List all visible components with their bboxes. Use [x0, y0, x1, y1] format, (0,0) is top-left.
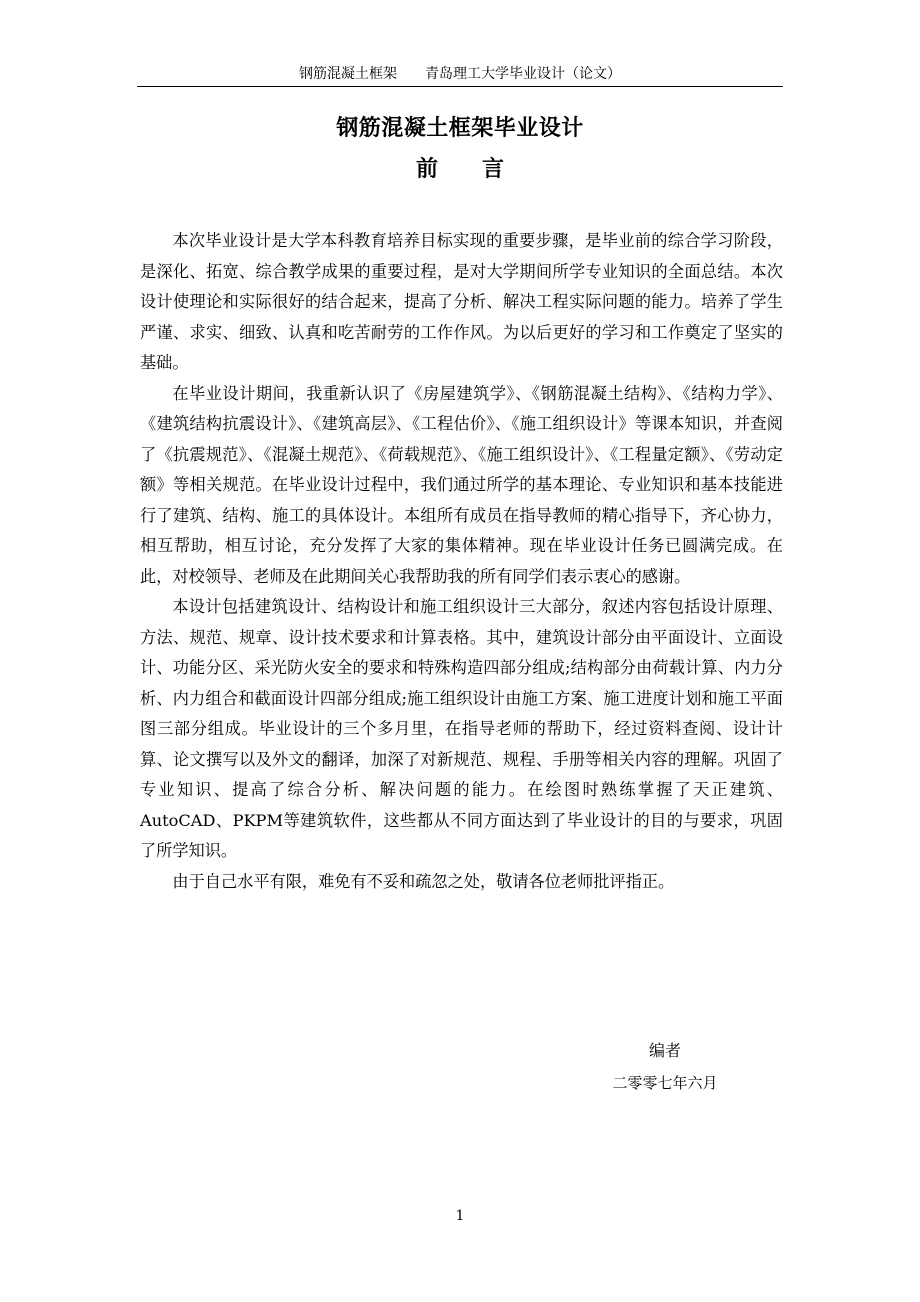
signature-author: 编者 — [648, 1041, 681, 1060]
signature-date: 二零零七年六月 — [612, 1074, 718, 1092]
paragraph-4: 由于自己水平有限，难免有不妥和疏忽之处，敬请各位老师批评指正。 — [172, 871, 675, 891]
document-body — [140, 226, 783, 897]
page-number: 1 — [455, 1208, 465, 1224]
paragraph-3: 本设计包括建筑设计、结构设计和施工组织设计三大部分，叙述内容包括设计原理、方法、规范、规章、设计技术要求和计算表格。其中，建筑设计部分由平面设计、立面设计、功能分区、采光防火安全的要求和特殊构造四部分组成;结构部分由荷载计算、内力分析、内力组合和截面设计四部分组成;施工组织设计由施工方案、施工进度计划和施工平面图三部分组成。毕业设计的三个多月里，在指导老师的帮助下，经过资料查阅、设计计算、论文撰写以及外文的翻译，加深了对新规范、规程、手册等相关内容的理解。巩固了专业知识、提高了综合分析、解决问题的能力。在绘图时熟练掌握了天正建筑、AutoCAD、PKPM等建筑软件，这些都从不同方面达到了毕业设计的目的与要求，巩固了所学知识。 — [140, 597, 783, 860]
paragraph-2: 在毕业设计期间，我重新认识了《房屋建筑学》、《钢筋混凝土结构》、《结构力学》、《建筑结构抗震设计》、《建筑高层》、《工程估价》、《施工组织设计》等课本知识，并查阅了《抗震规范》、《混凝土规范》、《荷载规范》、《施工组织设计》、《工程量定额》、《劳动定额》等相关规范。在毕业设计过程中，我们通过所学的基本理论、专业知识和基本技能进行了建筑、结构、施工的具体设计。本组所有成员在指导教师的精心指导下，齐心协力，相互帮助，相互讨论，充分发挥了大家的集体精神。现在毕业设计任务已圆满完成。在此，对校领导、老师及在此期间关心我帮助我的所有同学们表示衷心的感谢。 — [140, 383, 783, 586]
header-left-text: 钢筋混凝土框架 — [299, 66, 397, 82]
paragraph-1: 本次毕业设计是大学本科教育培养目标实现的重要步骤，是毕业前的综合学习阶段，是深化、拓宽、综合教学成果的重要过程，是对大学期间所学专业知识的全面总结。本次设计使理论和实际很好的结合起来，提高了分析、解决工程实际问题的能力。培养了学生严谨、求实、细致、认真和吃苦耐劳的工作作风。为以后更好的学习和工作奠定了坚实的基础。 — [140, 231, 783, 372]
page-header — [137, 62, 783, 87]
header-right-text: 青岛理工大学毕业设计（论文） — [425, 66, 621, 82]
signature-block — [600, 1037, 730, 1097]
section-heading: 前言 — [415, 157, 548, 182]
document-title: 钢筋混凝土框架毕业设计 — [336, 116, 584, 141]
